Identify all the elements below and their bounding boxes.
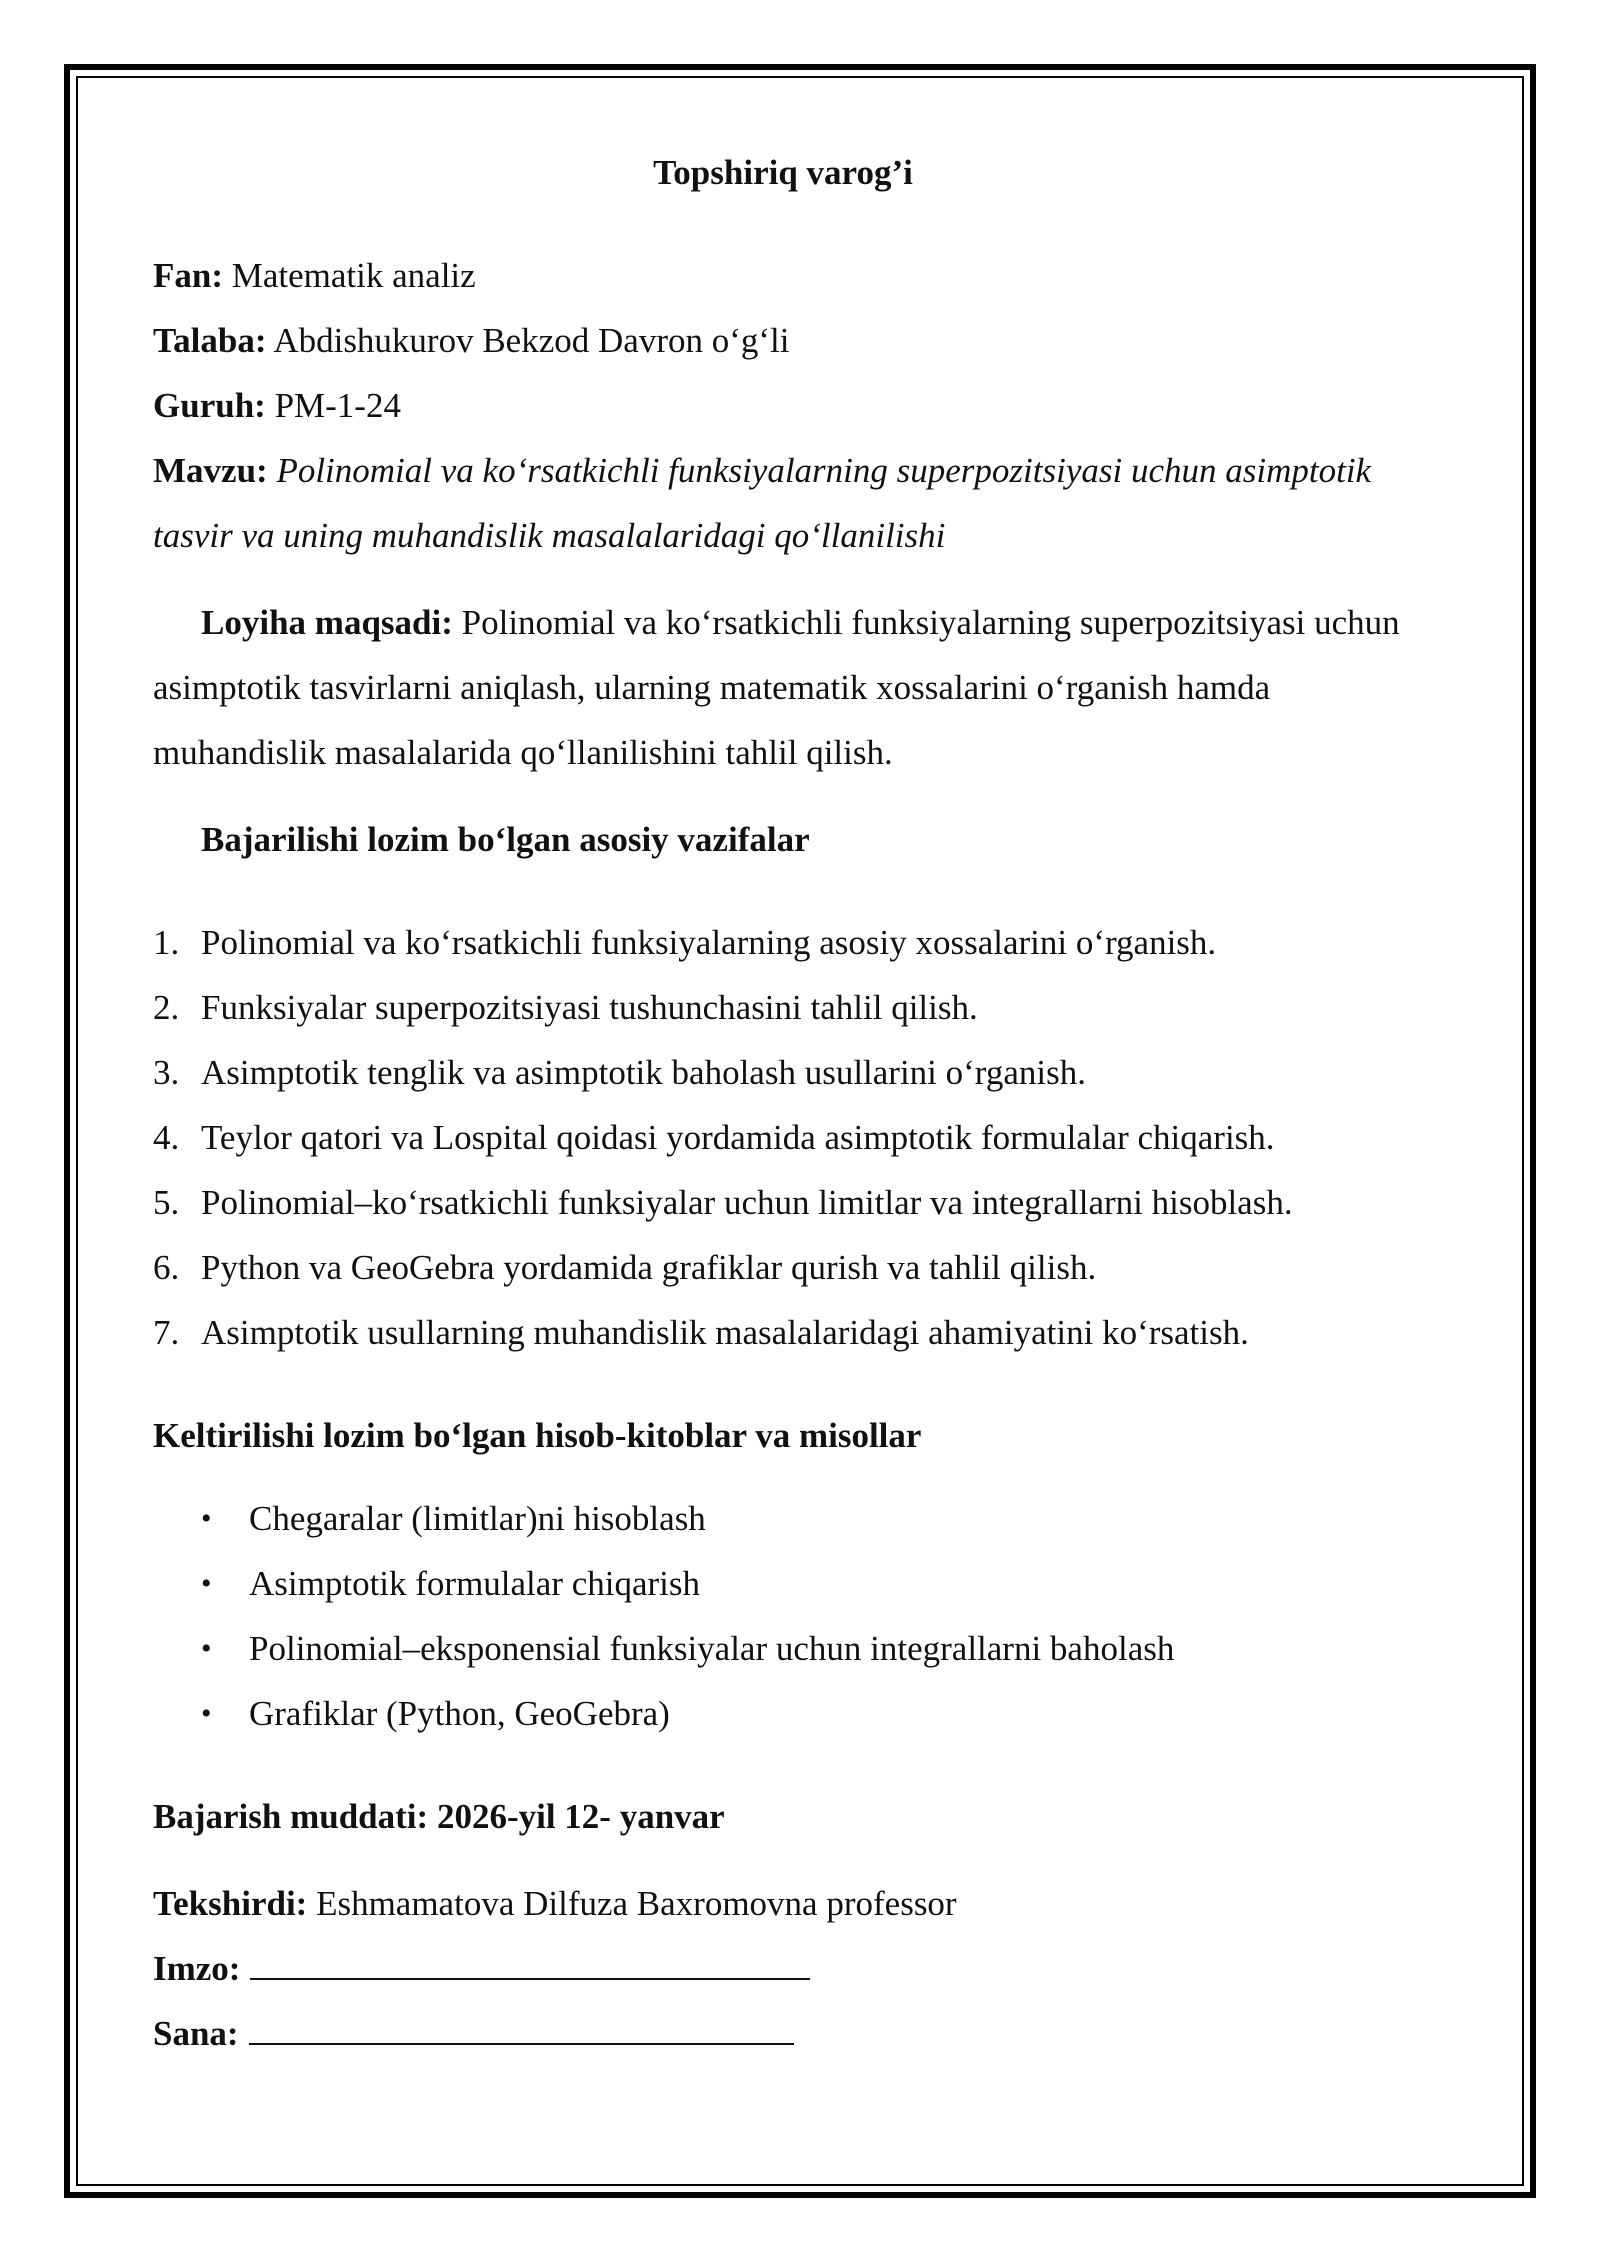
list-item (153, 1235, 1413, 1300)
bullet-icon: • (201, 1697, 212, 1730)
list-item (153, 975, 1413, 1040)
field-guruh-value: PM-1-24 (274, 386, 401, 425)
bullet-icon: • (201, 1567, 212, 1600)
list-item-text: Python va GeoGebra yordamida grafiklar qurish va tahlil qilish. (201, 1248, 1097, 1287)
tasks-list (153, 910, 1413, 1365)
list-item-text: Polinomial–eksponensial funksiyalar uchun integrallarni baholash (249, 1629, 1175, 1668)
list-item-number: 3. (153, 1053, 180, 1092)
list-item (153, 1486, 1413, 1551)
list-item-text: Asimptotik usullarning muhandislik masalalaridagi ahamiyatini ko‘rsatish. (201, 1313, 1249, 1352)
calculations-list (153, 1486, 1413, 1746)
tasks-heading: Bajarilishi lozim bo‘lgan asosiy vazifalar (201, 820, 810, 859)
field-fan-value: Matematik analiz (231, 256, 476, 295)
list-item (153, 1551, 1413, 1616)
list-item-text: Polinomial va ko‘rsatkichli funksiyalarning asosiy xossalarini o‘rganish. (201, 923, 1217, 962)
signature-blank[interactable] (250, 1944, 810, 1980)
list-item-text: Asimptotik tenglik va asimptotik baholash usullarini o‘rganish. (201, 1053, 1086, 1092)
list-item (153, 1681, 1413, 1746)
project-goal-paragraph (153, 590, 1413, 785)
list-item (153, 910, 1413, 975)
list-item-number: 7. (153, 1313, 180, 1352)
date-label: Sana: (153, 2014, 239, 2053)
checked-by-line (153, 1871, 1413, 1936)
field-guruh (153, 373, 1413, 438)
list-item-text: Polinomial–ko‘rsatkichli funksiyalar uchun limitlar va integrallarni hisoblash. (201, 1183, 1293, 1222)
deadline-value: 2026-yil 12- yanvar (436, 1797, 725, 1836)
checked-by-label: Tekshirdi: (153, 1884, 308, 1923)
field-guruh-label: Guruh: (153, 386, 266, 425)
bullet-icon: • (201, 1502, 212, 1535)
list-item-number: 2. (153, 988, 180, 1027)
list-item-number: 4. (153, 1118, 180, 1157)
field-mavzu-label: Mavzu: (153, 451, 268, 490)
checked-by-value: Eshmamatova Dilfuza Baxromovna professor (316, 1884, 957, 1923)
field-talaba (153, 308, 1413, 373)
bullet-icon: • (201, 1632, 212, 1665)
list-item (153, 1040, 1413, 1105)
field-mavzu-value: Polinomial va ko‘rsatkichli funksiyalarning superpozitsiyasi uchun asimptotik tasvir va uning muhandislik masalalaridagi qo‘llanilishi (153, 451, 1372, 555)
project-goal-label: Loyiha maqsadi: (201, 603, 453, 642)
list-item-text: Asimptotik formulalar chiqarish (249, 1564, 701, 1603)
field-mavzu (153, 438, 1413, 568)
deadline-label: Bajarish muddati: (153, 1797, 429, 1836)
list-item-number: 5. (153, 1183, 180, 1222)
document-title: Topshiriq varog’i (653, 153, 913, 192)
list-item-number: 6. (153, 1248, 180, 1287)
field-talaba-label: Talaba: (153, 321, 267, 360)
field-talaba-value: Abdishukurov Bekzod Davron o‘g‘li (273, 321, 790, 360)
list-item (153, 1300, 1413, 1365)
field-fan-label: Fan: (153, 256, 223, 295)
list-item (153, 1170, 1413, 1235)
signature-label: Imzo: (153, 1949, 241, 1988)
list-item-text: Funksiyalar superpozitsiyasi tushunchasini tahlil qilish. (201, 988, 978, 1027)
list-item-text: Chegaralar (limitlar)ni hisoblash (249, 1499, 706, 1538)
document-body (153, 140, 1413, 2066)
date-line (153, 2001, 1413, 2066)
list-item-text: Grafiklar (Python, GeoGebra) (249, 1694, 670, 1733)
list-item-text: Teylor qatori va Lospital qoidasi yordamida asimptotik formulalar chiqarish. (201, 1118, 1275, 1157)
field-fan (153, 243, 1413, 308)
calculations-heading: Keltirilishi lozim bo‘lgan hisob-kitoblar va misollar (153, 1416, 922, 1455)
list-item (153, 1616, 1413, 1681)
project-goal-text: Polinomial va ko‘rsatkichli funksiyalarning superpozitsiyasi uchun asimptotik tasvirlarni aniqlash, ularning matematik xossalarini o‘rganish hamda muhandislik masalalarida qo‘llanilishini tahlil qilish. (153, 603, 1400, 772)
date-blank[interactable] (249, 2009, 794, 2045)
list-item (153, 1105, 1413, 1170)
signature-line (153, 1936, 1413, 2001)
deadline-line (153, 1784, 1413, 1849)
list-item-number: 1. (153, 923, 180, 962)
